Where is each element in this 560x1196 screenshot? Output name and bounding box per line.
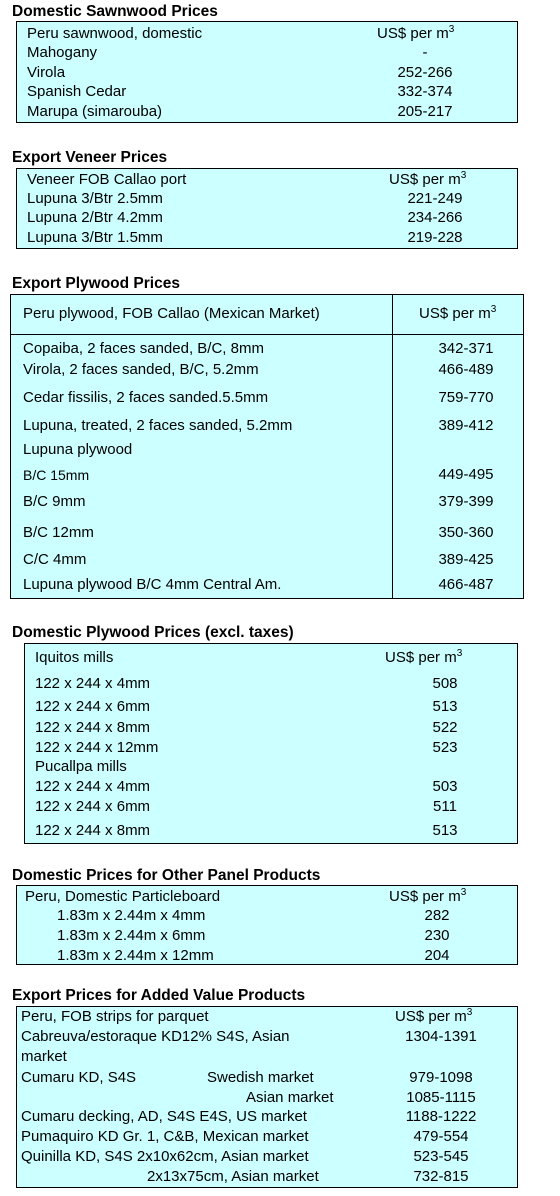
section-title-panel: Domestic Prices for Other Panel Products (12, 867, 321, 884)
row-value: 282 (424, 907, 450, 924)
row-label: Cumaru KD, S4S (21, 1069, 137, 1086)
unit-header: US$ per $m^3$ (385, 648, 463, 666)
row-label: B/C 15mm (23, 467, 90, 483)
row-value: 234-266 (407, 209, 463, 226)
header-divider (11, 334, 523, 335)
unit-header: US$ per $m^3$ (377, 24, 455, 42)
row-value: 523-545 (413, 1148, 469, 1165)
row-value: 389-412 (438, 417, 494, 434)
row-value: 479-554 (413, 1128, 469, 1145)
row-value: 466-489 (438, 361, 494, 378)
row-value: 1085-1115 (406, 1089, 476, 1106)
row-label: Mahogany (27, 44, 98, 61)
row-label: Lupuna plywood (23, 441, 133, 458)
table-header-label: Iquitos mills (35, 649, 114, 666)
row-label: Virola, 2 faces sanded, B/C, 5.2mm (23, 361, 259, 378)
row-label: Copaiba, 2 faces sanded, B/C, 8mm (23, 340, 264, 357)
row-label: 122 x 244 x 6mm (35, 798, 151, 815)
row-label: 122 x 244 x 6mm (35, 698, 151, 715)
row-label-continued: market (21, 1048, 67, 1065)
row-value: 205-217 (397, 103, 453, 120)
table-header-label: Peru plywood, FOB Callao (Mexican Market) (23, 305, 320, 322)
row-value: 511 (433, 798, 457, 815)
row-value: 204 (424, 947, 450, 964)
row-label: 122 x 244 x 12mm (35, 739, 159, 756)
row-value: 979-1098 (409, 1069, 473, 1086)
row-label: Lupuna plywood B/C 4mm Central Am. (23, 576, 282, 593)
row-label: 122 x 244 x 4mm (35, 778, 151, 795)
row-value: 513 (432, 822, 458, 839)
row-label: Lupuna, treated, 2 faces sanded, 5.2mm (23, 417, 293, 434)
veneer-table (16, 168, 518, 249)
row-value: 1304-1391 (405, 1028, 477, 1045)
sawnwood-table (16, 21, 518, 123)
row-label: 1.83m x 2.44m x 6mm (57, 927, 206, 944)
row-market: Asian market (246, 1089, 334, 1106)
added-value-table (16, 1006, 518, 1188)
section-title-plywood: Export Plywood Prices (12, 275, 180, 292)
row-value: 219-228 (407, 229, 463, 246)
row-label: Virola (27, 64, 66, 81)
row-value: 252-266 (397, 64, 453, 81)
row-label: 1.83m x 2.44m x 4mm (57, 907, 206, 924)
section-title-added-value: Export Prices for Added Value Products (12, 987, 306, 1004)
section-title-sawnwood: Domestic Sawnwood Prices (12, 3, 218, 20)
row-value: 389-425 (438, 551, 494, 568)
row-label: Lupuna 3/Btr 2.5mm (27, 190, 163, 207)
unit-header: US$ per $m^3$ (395, 1007, 473, 1025)
row-label: Cedar fissilis, 2 faces sanded.5.5mm (23, 389, 269, 406)
row-market: 2x13x75cm, Asian market (147, 1168, 319, 1185)
row-value: 350-360 (438, 524, 494, 541)
row-value: 342-371 (438, 340, 494, 357)
table-header-label: Peru sawnwood, domestic (27, 25, 203, 42)
row-label: Lupuna 2/Btr 4.2mm (27, 209, 163, 226)
row-value: 1188-1222 (405, 1108, 477, 1125)
unit-header: US$ per $m^3$ (419, 304, 497, 322)
row-label: Spanish Cedar (27, 83, 127, 100)
row-label: Cumaru decking, AD, S4S E4S, US market (21, 1108, 307, 1125)
row-label: 122 x 244 x 8mm (35, 822, 151, 839)
row-value: 332-374 (397, 83, 453, 100)
row-value: 379-399 (438, 493, 494, 510)
unit-header: US$ per $m^3$ (389, 170, 467, 188)
row-value: 759-770 (438, 389, 494, 406)
row-value: 503 (432, 778, 458, 795)
row-label: 122 x 244 x 8mm (35, 719, 151, 736)
row-value: - (422, 44, 428, 61)
row-label: Cabreuva/estoraque KD12% S4S, Asian (21, 1028, 290, 1045)
section-title-domestic-plywood: Domestic Plywood Prices (excl. taxes) (12, 624, 294, 641)
row-value: 513 (432, 698, 458, 715)
table-header-label: Peru, Domestic Particleboard (25, 888, 221, 905)
row-label: Pucallpa mills (35, 758, 127, 775)
row-label: 122 x 244 x 4mm (35, 675, 151, 692)
row-label: C/C 4mm (23, 551, 87, 568)
row-label: Quinilla KD, S4S 2x10x62cm, Asian market (21, 1148, 309, 1165)
section-title-veneer: Export Veneer Prices (12, 149, 168, 166)
panel-table (16, 885, 518, 965)
row-value: 522 (432, 719, 458, 736)
table-header-label: Veneer FOB Callao port (27, 171, 187, 188)
domestic-plywood-table (24, 643, 518, 844)
table-header-label: Peru, FOB strips for parquet (21, 1008, 209, 1025)
row-value: 449-495 (438, 466, 494, 483)
row-value: 732-815 (413, 1168, 469, 1185)
unit-header: US$ per $m^3$ (389, 887, 467, 905)
row-value: 523 (432, 739, 458, 756)
row-label: 1.83m x 2.44m x 12mm (57, 947, 214, 964)
row-value: 466-487 (438, 576, 494, 593)
row-label: B/C 9mm (23, 493, 86, 510)
row-label: Marupa (simarouba) (27, 103, 163, 120)
column-divider (392, 295, 393, 598)
row-label: Lupuna 3/Btr 1.5mm (27, 229, 163, 246)
row-market: Swedish market (207, 1069, 314, 1086)
row-value: 221-249 (407, 190, 463, 207)
row-value: 508 (432, 675, 458, 692)
row-label: Pumaquiro KD Gr. 1, C&B, Mexican market (21, 1128, 309, 1145)
row-label: B/C 12mm (23, 524, 94, 541)
plywood-table (10, 294, 524, 599)
row-value: 230 (424, 927, 450, 944)
